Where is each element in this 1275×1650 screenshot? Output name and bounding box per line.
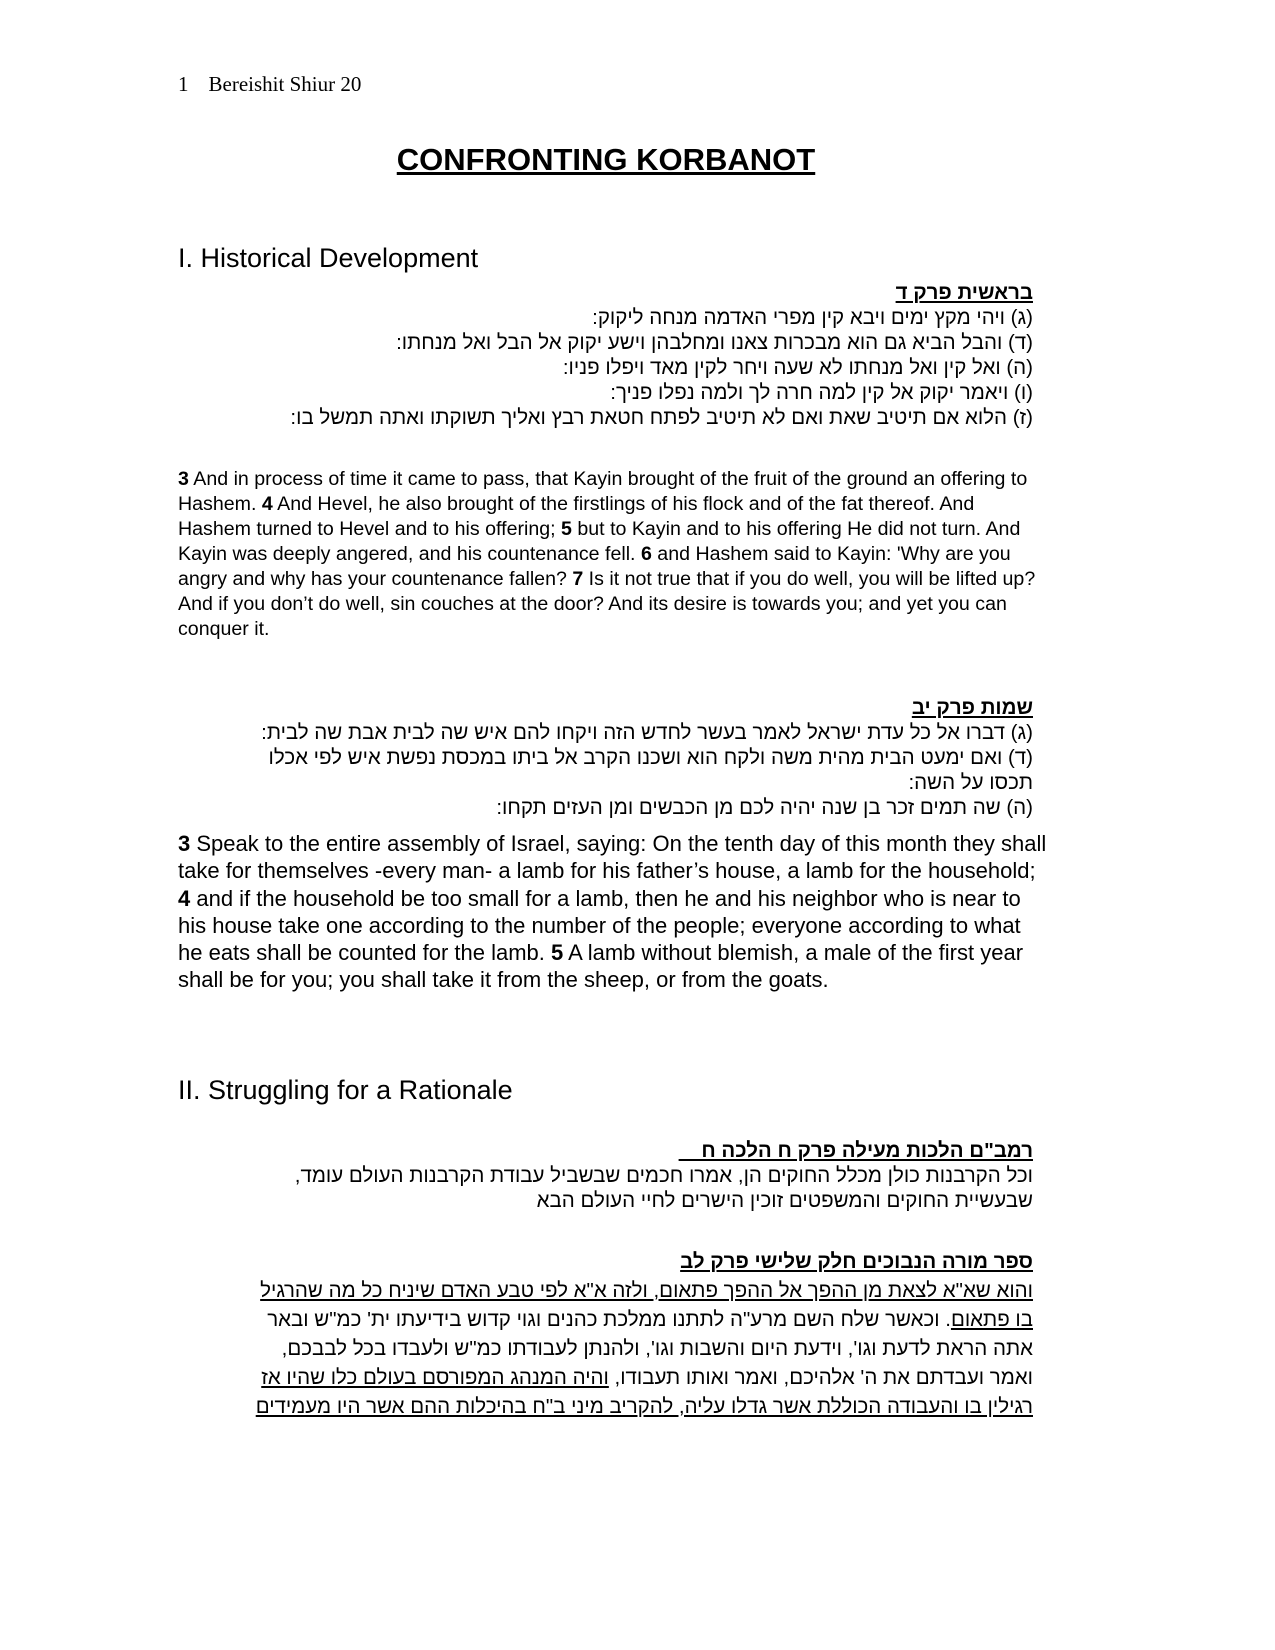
- source-lines: [178, 305, 1033, 430]
- text-segment: . וכאשר שלח השם מרע"ה לתתנו ממלכת כהנים וגוי קדוש בידיעתו ית' כמ"ש ובאר: [267, 1308, 951, 1331]
- text-segment: והוא שא"א לצאת מן ההפך אל ההפך פתאום, ולזה א"א לפי טבע האדם שיניח כל מה שהרגיל: [260, 1279, 1033, 1302]
- verse-text: A lamb without blemish, a male of the first year shall be for you; you shall take it from the sheep, or from the goats.: [178, 940, 1024, 993]
- text-line: [178, 1305, 1033, 1334]
- section-heading-1: I. Historical Development: [178, 243, 479, 273]
- english-translation-bereishit: [178, 467, 1038, 642]
- verse-line: (ג) ויהי מקץ ימים ויבא קין מפרי האדמה מנחה ליקוק:: [592, 306, 1033, 329]
- verse-number: 4: [261, 493, 273, 515]
- verse-number: 6: [640, 543, 652, 565]
- text-line: [178, 1276, 1033, 1305]
- verse-line: (ג) דברו אל כל עדת ישראל לאמר בעשר לחדש הזה ויקחו להם איש שה לבית אבת שה לבית:: [261, 721, 1033, 744]
- verse-line: וכל הקרבנות כולן מכלל החוקים הן, אמרו חכמים שבשביל עבודת הקרבנות העולם עומד,: [294, 1164, 1033, 1187]
- verse-line: (ה) ואל קין ואל מנחתו לא שעה ויחר לקין מאד ויפלו פניו:: [562, 356, 1033, 379]
- text-segment: בו פתאום: [950, 1308, 1033, 1331]
- verse-text: Is it not true that if you do well, you will be lifted up? And if you don’t do well, sin couches at the door? And its desire is towards you; and yet you can conquer it.: [178, 568, 1036, 640]
- verse-line: (ד) ואם ימעט הבית מהית משה ולקח הוא ושכנו הקרב אל ביתו במכסת נפשת איש לפי אכלו: [268, 746, 1033, 769]
- source-title: שמות פרק יב: [911, 696, 1033, 719]
- page-header: [178, 72, 381, 97]
- hebrew-source-rambam: [178, 1138, 1033, 1213]
- verse-number: 5: [551, 940, 564, 966]
- text-line: [178, 1334, 1033, 1363]
- verse-text: but to Kayin and to his offering He did not turn. And Kayin was deeply angered, and his countenance fell.: [178, 518, 1021, 565]
- verse-text: and if the household be too small for a lamb, then he and his neighbor who is near to his house take one according to the number of the people; everyone according to what he eats shall be counted for the lamb.: [178, 885, 1021, 966]
- verse-line: (ד) והבל הביא גם הוא מבכרות צאנו ומחלבהן וישע יקוק אל הבל ואל מנחתו:: [396, 331, 1033, 354]
- verse-line: (ז) הלוא אם תיטיב שאת ואם לא תיטיב לפתח חטאת רבץ ואליך תשוקתו ואתה תמשל בו:: [290, 406, 1033, 429]
- page-number: 1: [178, 72, 189, 96]
- verse-number: 4: [178, 885, 191, 911]
- source-lines: [178, 1276, 1033, 1421]
- source-title: ספר מורה הנבוכים חלק שלישי פרק לב: [680, 1250, 1033, 1273]
- text-segment: ואמר ועבדתם את ה' אלהיכם, ואמר ואותו תעבודו,: [608, 1366, 1033, 1389]
- verse-number: 7: [572, 568, 584, 590]
- verse-number: 3: [178, 468, 189, 490]
- text-segment: אתה הראת לדעת וגו', וידעת היום והשבות וגו', ולהנתן לעבודתו כמ"ש ולעבדו בכל לבבכם,: [281, 1337, 1033, 1360]
- hebrew-source-bereishit: [178, 280, 1033, 430]
- english-translation-shemot: [178, 830, 1048, 994]
- verse-number: 5: [561, 518, 572, 540]
- source-lines: [178, 720, 1033, 820]
- verse-text: And in process of time it came to pass, that Kayin brought of the fruit of the ground an offering to Hashem.: [178, 468, 1028, 515]
- section-heading-2: II. Struggling for a Rationale: [178, 1075, 513, 1105]
- header-title: Bereishit Shiur 20: [208, 72, 362, 96]
- verse-text: Speak to the entire assembly of Israel, saying: On the tenth day of this month they shall take for themselves -every man- a lamb for his father’s house, a lamb for the household;: [178, 831, 1047, 884]
- verse-text: and Hashem said to Kayin: 'Why are you angry and why has your countenance fallen?: [178, 543, 1011, 590]
- verse-line: (ה) שה תמים זכר בן שנה יהיה לכם מן הכבשים ומן העזים תקחו:: [496, 796, 1033, 819]
- text-segment: והיה המנהג המפורסם בעולם כלו שהיו אז: [261, 1366, 609, 1389]
- document-title: CONFRONTING KORBANOT: [396, 142, 816, 177]
- verse-line: (ו) ויאמר יקוק אל קין למה חרה לך ולמה נפלו פניך:: [610, 381, 1033, 404]
- verse-line: תכסו על השה:: [908, 771, 1033, 794]
- text-line: [178, 1392, 1033, 1421]
- text-segment: רגילין בו והעבודה הכוללת אשר גדלו עליה, להקריב מיני ב"ח בהיכלות ההם אשר היו מעמידים: [255, 1395, 1033, 1418]
- hebrew-source-moreh: [178, 1247, 1033, 1421]
- verse-line: שבעשיית החוקים והמשפטים זוכין הישרים לחיי העולם הבא: [536, 1189, 1033, 1212]
- source-title: בראשית פרק ד: [895, 281, 1033, 304]
- verse-number: 3: [178, 831, 191, 856]
- hebrew-source-shemot: [178, 695, 1033, 820]
- source-title: רמב"ם הלכות מעילה פרק ח הלכה ח: [678, 1139, 1033, 1162]
- verse-text: And Hevel, he also brought of the firstlings of his flock and of the fat thereof. And Hashem turned to Hevel and to his offering;: [178, 493, 975, 540]
- source-lines: [178, 1163, 1033, 1213]
- text-line: [178, 1363, 1033, 1392]
